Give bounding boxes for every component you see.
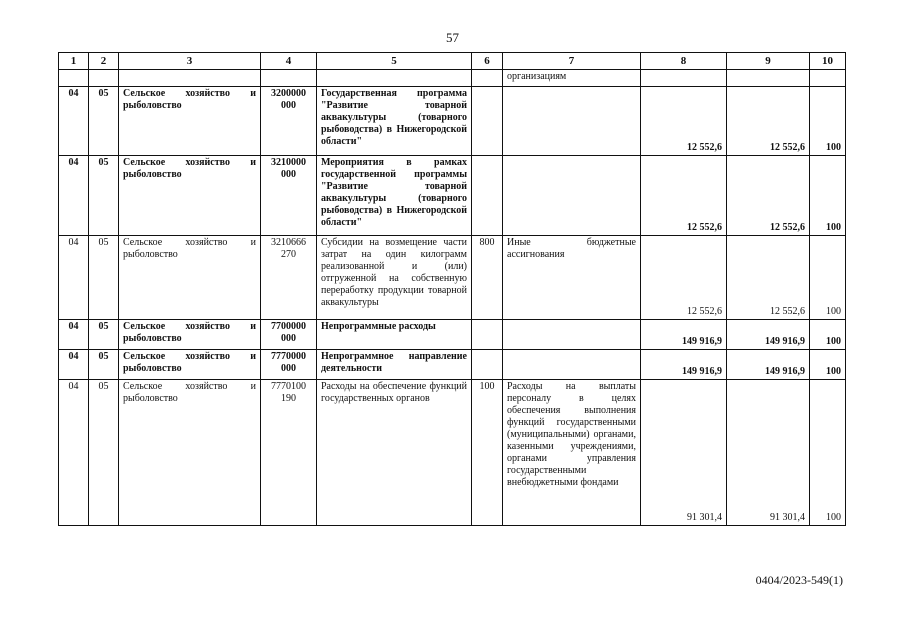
- cell-target-name: Непрограммные расходы: [317, 320, 472, 350]
- cell-target-name: Государственная программа "Развитие товарной аквакультуры (товарного рыбоводства) в Нижегородской области": [317, 87, 472, 156]
- table-row: [59, 70, 846, 87]
- cell-target-code: 3210000 000: [261, 156, 317, 236]
- cell-percent: 100: [810, 87, 846, 156]
- col-header: 6: [472, 53, 503, 70]
- cell-planned: 12 552,6: [641, 156, 727, 236]
- cell-expense-name: [503, 156, 641, 236]
- table-row: [59, 350, 846, 380]
- cell-executed: 12 552,6: [727, 87, 810, 156]
- cell-target-code: 7770100 190: [261, 380, 317, 526]
- cell-expense-name: организациям: [503, 70, 641, 87]
- cell-planned: [641, 70, 727, 87]
- cell-expense-name: Иные бюджетные ассигнования: [503, 236, 641, 320]
- col-header: 10: [810, 53, 846, 70]
- cell-percent: 100: [810, 380, 846, 526]
- cell-section: 04: [59, 380, 89, 526]
- table-row: [59, 380, 846, 526]
- cell-subsection: 05: [89, 236, 119, 320]
- cell-target-code: 7700000 000: [261, 320, 317, 350]
- cell-expense-name: Расходы на выплаты персоналу в целях обеспечения выполнения функций государственными (муниципальными) органами, казенными учреждениями, органами управления государственными внебюджетными фондами: [503, 380, 641, 526]
- cell-percent: [810, 70, 846, 87]
- cell-planned: 12 552,6: [641, 236, 727, 320]
- cell-percent: 100: [810, 236, 846, 320]
- cell-section-name: Сельское хозяйство и рыболовство: [119, 350, 261, 380]
- cell-expense-code: 100: [472, 380, 503, 526]
- cell-target-code: 3200000 000: [261, 87, 317, 156]
- cell-percent: 100: [810, 350, 846, 380]
- col-header: 4: [261, 53, 317, 70]
- cell-planned: 149 916,9: [641, 320, 727, 350]
- cell-subsection: 05: [89, 350, 119, 380]
- cell-subsection: 05: [89, 380, 119, 526]
- col-header: 1: [59, 53, 89, 70]
- cell-expense-code: [472, 70, 503, 87]
- cell-section-name: [119, 70, 261, 87]
- cell-target-name: Непрограммное направление деятельности: [317, 350, 472, 380]
- cell-expense-code: 800: [472, 236, 503, 320]
- cell-executed: 12 552,6: [727, 156, 810, 236]
- cell-expense-code: [472, 87, 503, 156]
- cell-subsection: [89, 70, 119, 87]
- cell-target-code: 3210666 270: [261, 236, 317, 320]
- cell-executed: 91 301,4: [727, 380, 810, 526]
- cell-target-name: Субсидии на возмещение части затрат на один килограмм реализованной и (или) отгруженной на собственную переработку продукции товарной аквакультуры: [317, 236, 472, 320]
- cell-section: 04: [59, 350, 89, 380]
- cell-expense-name: [503, 320, 641, 350]
- cell-subsection: 05: [89, 320, 119, 350]
- cell-section: [59, 70, 89, 87]
- cell-target-code: [261, 70, 317, 87]
- table-row: [59, 156, 846, 236]
- table-row: [59, 236, 846, 320]
- cell-expense-name: [503, 87, 641, 156]
- cell-subsection: 05: [89, 156, 119, 236]
- col-header: 8: [641, 53, 727, 70]
- cell-expense-code: [472, 350, 503, 380]
- cell-executed: 12 552,6: [727, 236, 810, 320]
- cell-section: 04: [59, 320, 89, 350]
- col-header: 5: [317, 53, 472, 70]
- budget-table: [58, 52, 846, 526]
- cell-section-name: Сельское хозяйство и рыболовство: [119, 156, 261, 236]
- cell-planned: 149 916,9: [641, 350, 727, 380]
- cell-target-code: 7770000 000: [261, 350, 317, 380]
- col-header: 9: [727, 53, 810, 70]
- cell-expense-name: [503, 350, 641, 380]
- cell-planned: 91 301,4: [641, 380, 727, 526]
- cell-executed: 149 916,9: [727, 320, 810, 350]
- cell-planned: 12 552,6: [641, 87, 727, 156]
- cell-section-name: Сельское хозяйство и рыболовство: [119, 236, 261, 320]
- document-code: 0404/2023-549(1): [755, 573, 843, 587]
- table-row: [59, 320, 846, 350]
- cell-expense-code: [472, 320, 503, 350]
- cell-section-name: Сельское хозяйство и рыболовство: [119, 320, 261, 350]
- cell-section-name: Сельское хозяйство и рыболовство: [119, 87, 261, 156]
- cell-section-name: Сельское хозяйство и рыболовство: [119, 380, 261, 526]
- cell-percent: 100: [810, 156, 846, 236]
- col-header: 3: [119, 53, 261, 70]
- cell-executed: 149 916,9: [727, 350, 810, 380]
- cell-target-name: Расходы на обеспечение функций государственных органов: [317, 380, 472, 526]
- cell-executed: [727, 70, 810, 87]
- cell-section: 04: [59, 87, 89, 156]
- table-row: [59, 87, 846, 156]
- cell-expense-code: [472, 156, 503, 236]
- header-row: [59, 53, 846, 70]
- cell-subsection: 05: [89, 87, 119, 156]
- cell-section: 04: [59, 236, 89, 320]
- cell-target-name: Мероприятия в рамках государственной программы "Развитие товарной аквакультуры (товарного рыбоводства) в Нижегородской области": [317, 156, 472, 236]
- col-header: 7: [503, 53, 641, 70]
- cell-section: 04: [59, 156, 89, 236]
- cell-percent: 100: [810, 320, 846, 350]
- cell-target-name: [317, 70, 472, 87]
- page-number: 57: [446, 30, 459, 45]
- col-header: 2: [89, 53, 119, 70]
